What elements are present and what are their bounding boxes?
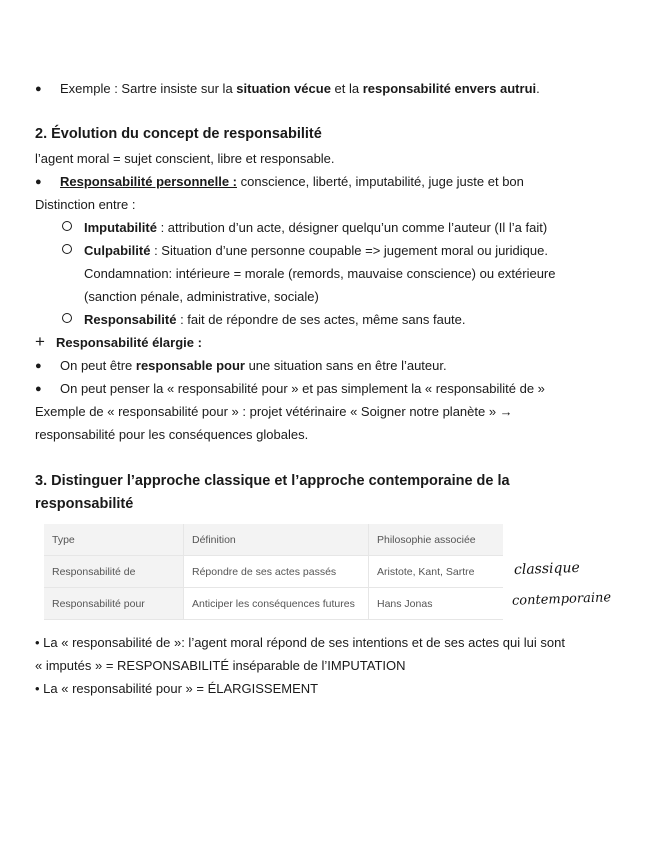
handwritten-contemporaine: contemporaine	[511, 590, 612, 609]
table-row	[44, 556, 503, 588]
table-cell: Aristote, Kant, Sartre	[369, 556, 504, 588]
condamnation-line-2: (sanction pénale, administrative, sociale)	[84, 289, 319, 304]
note-responsabilite-de-1: • La « responsabilité de »: l’agent moral répond de ses intentions et de ses actes qui lui sont	[35, 635, 565, 650]
responsabilite-item: Responsabilité : fait de répondre de ses actes, même sans faute.	[84, 312, 466, 327]
table-cell: Anticiper les conséquences futures	[184, 588, 369, 620]
table-cell: Responsabilité pour	[44, 588, 184, 620]
table-cell: Répondre de ses actes passés	[184, 556, 369, 588]
exemple-sartre: Exemple : Sartre insiste sur la situation vécue et la responsabilité envers autrui.	[60, 81, 540, 96]
condamnation-line-1: Condamnation: intérieure = morale (remords, mauvaise conscience) ou extérieure	[84, 266, 556, 281]
handwritten-classique: classique	[513, 559, 581, 579]
table-header-cell: Définition	[184, 524, 369, 556]
elargie-point-2: On peut penser la « responsabilité pour » et pas simplement la « responsabilité de »	[60, 381, 545, 396]
elargie-point-1: On peut être responsable pour une situation sans en être l’auteur.	[60, 358, 447, 373]
table-cell: Responsabilité de	[44, 556, 184, 588]
imputabilite-item: Imputabilité : attribution d’un acte, désigner quelqu’un comme l’auteur (Il l’a fait)	[84, 220, 548, 235]
bullet-dot: ●	[35, 83, 42, 95]
note-responsabilite-de-2: « imputés » = RESPONSABILITÉ inséparable de l’IMPUTATION	[35, 658, 406, 673]
table-header-cell: Philosophie associée	[369, 524, 504, 556]
table-row	[44, 588, 503, 620]
exemple-responsabilite-pour-2: responsabilité pour les conséquences globales.	[35, 427, 309, 442]
plus-icon: +	[35, 332, 45, 351]
bullet-dot: ●	[35, 383, 42, 395]
bullet-dot: ●	[35, 176, 42, 188]
section-3-title-line-1: 3. Distinguer l’approche classique et l’approche contemporaine de la	[35, 473, 510, 489]
note-responsabilite-pour: • La « responsabilité pour » = ÉLARGISSEMENT	[35, 681, 319, 696]
table-cell: Hans Jonas	[369, 588, 504, 620]
responsabilite-table	[44, 524, 503, 620]
section-2-title: 2. Évolution du concept de responsabilité	[35, 126, 322, 142]
table-header-row	[44, 524, 503, 556]
agent-moral-definition: l’agent moral = sujet conscient, libre et responsable.	[35, 151, 335, 166]
distinction-label: Distinction entre :	[35, 197, 136, 212]
bullet-dot: ●	[35, 360, 42, 372]
circle-bullet	[62, 244, 72, 254]
circle-bullet	[62, 221, 72, 231]
table-header-cell: Type	[44, 524, 184, 556]
responsabilite-personnelle: Responsabilité personnelle : conscience, liberté, imputabilité, juge juste et bon	[60, 174, 524, 189]
circle-bullet	[62, 313, 72, 323]
culpabilite-item: Culpabilité : Situation d’une personne coupable => jugement moral ou juridique.	[84, 243, 548, 258]
section-3-title-line-2: responsabilité	[35, 496, 134, 512]
responsabilite-elargie-title: Responsabilité élargie :	[56, 335, 202, 350]
exemple-responsabilite-pour-1: Exemple de « responsabilité pour » : projet vétérinaire « Soigner notre planète » →	[35, 404, 513, 419]
